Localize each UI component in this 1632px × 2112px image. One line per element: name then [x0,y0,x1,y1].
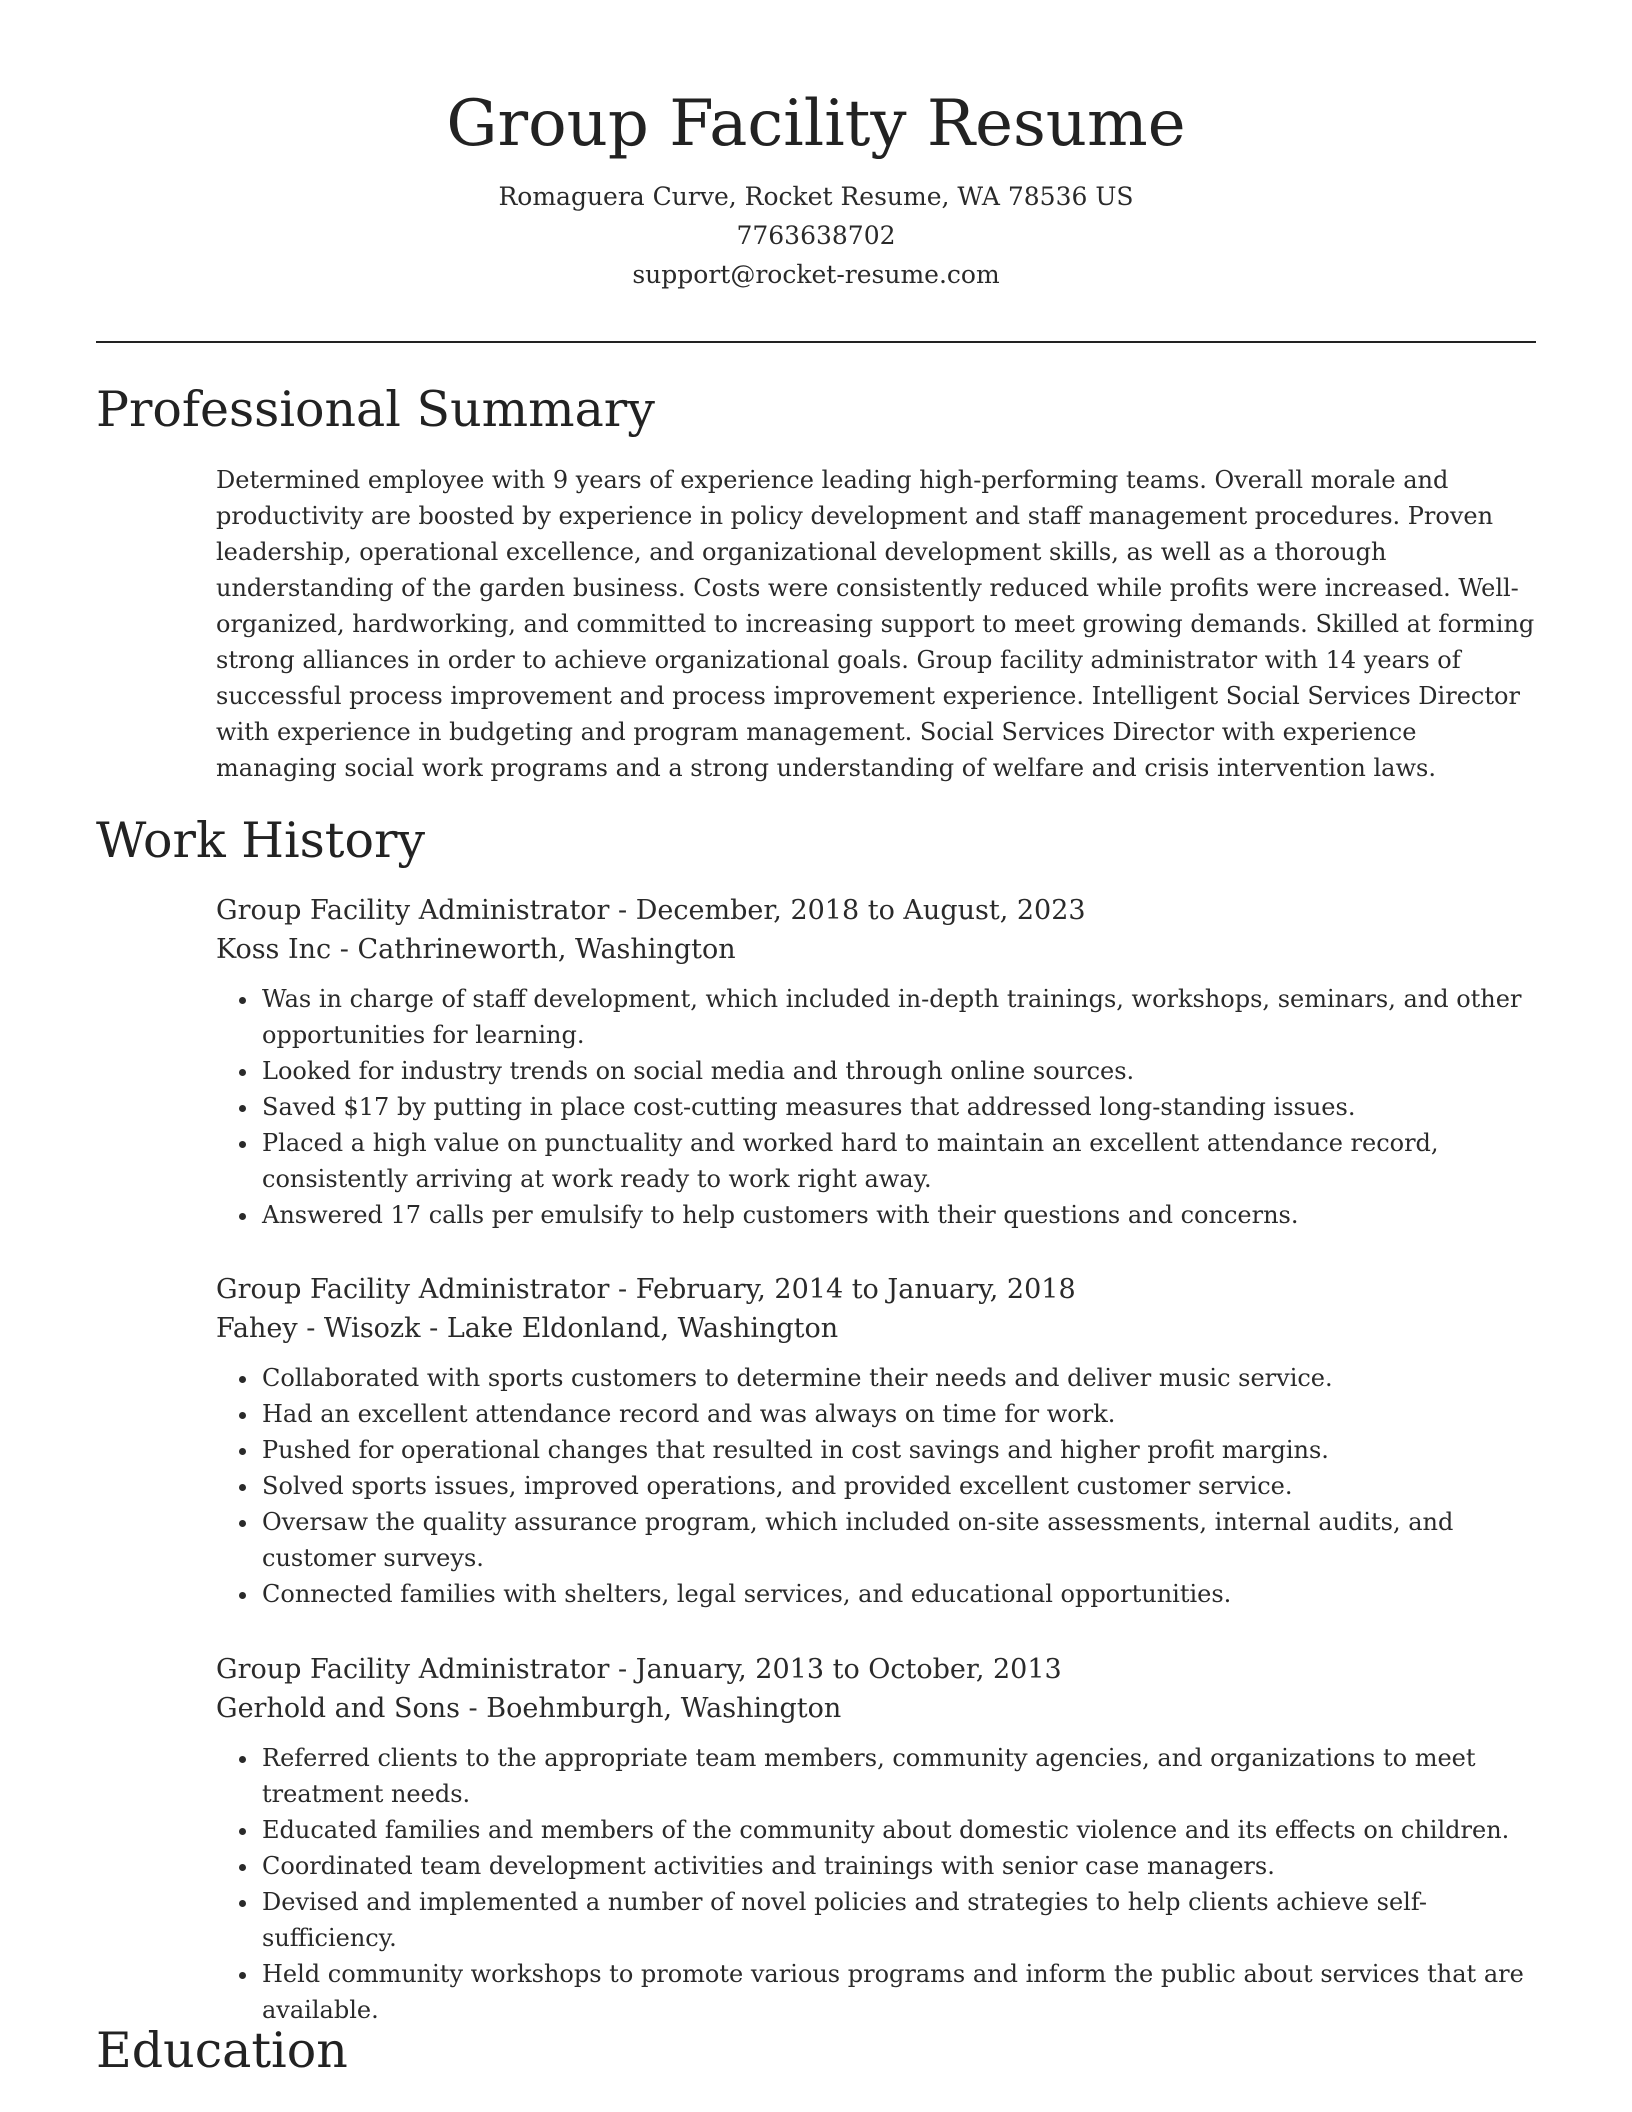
job-title-line [216,1270,1538,1309]
job-entry [216,891,1538,1233]
job-title-line [216,891,1538,930]
bullet-item: • Devised and implemented a number of novel policies and strategies to help clients achieve self-sufficiency. [260,1884,1538,1956]
contact-phone: 7763638702 [736,220,896,250]
job-entry [216,1270,1538,1612]
bullet-item: • Referred clients to the appropriate team members, community agencies, and organizations to meet treatment needs. [260,1740,1538,1812]
header-divider [96,341,1536,343]
job-entry [216,1650,1538,2028]
bullet-item: • Had an excellent attendance record and was always on time for work. [260,1396,1538,1432]
bullet-item: • Pushed for operational changes that resulted in cost savings and higher profit margins. [260,1432,1538,1468]
education-heading: Education [96,2022,348,2079]
job-dates: - February, 2014 to January, 2018 [609,1274,1076,1305]
contact-info [0,177,1632,294]
job-company-line [216,1689,1538,1728]
job-location: - Lake Eldonland, Washington [420,1313,839,1344]
bullet-item: • Saved $17 by putting in place cost-cutting measures that addressed long-standing issues. [260,1089,1538,1125]
job-location: - Boehmburgh, Washington [459,1693,842,1724]
job-company-line [216,1309,1538,1348]
job-company: Koss Inc [216,934,332,965]
bullet-item: • Answered 17 calls per emulsify to help customers with their questions and concerns. [260,1197,1538,1233]
resume-header [0,0,1632,294]
job-title: Group Facility Administrator [216,1274,610,1305]
bullet-item: • Was in charge of staff development, which included in-depth trainings, workshops, seminars, and other opportunities for learning. [260,981,1538,1053]
contact-email: support@rocket-resume.com [632,259,1000,289]
job-dates: - December, 2018 to August, 2023 [609,895,1086,926]
bullet-item: • Held community workshops to promote various programs and inform the public about services that are available. [260,1956,1538,2028]
bullet-item: • Connected families with shelters, legal services, and educational opportunities. [260,1576,1538,1612]
job-dates: - January, 2013 to October, 2013 [609,1654,1062,1685]
job-title-line [216,1650,1538,1689]
job-location: - Cathrineworth, Washington [331,934,736,965]
job-bullets [216,1740,1538,2028]
job-title: Group Facility Administrator [216,895,610,926]
summary-text: Determined employee with 9 years of experience leading high-performing teams. Overall morale and productivity are boosted by experience in policy development and staff management procedures. Proven leadership, operational excellence, and organizational development skills, as well as a thorough understanding of the garden business. Costs were consistently reduced while profits were increased. Well-organized, hardworking, and committed to increasing support to meet growing demands. Skilled at forming strong alliances in order to achieve organizational goals. Group facility administrator with 14 years of successful process improvement and process improvement experience. Intelligent Social Services Director with experience in budgeting and program management. Social Services Director with experience managing social work programs and a strong understanding of welfare and crisis intervention laws. [216,466,1535,782]
job-bullets [216,1360,1538,1612]
job-title: Group Facility Administrator [216,1654,610,1685]
bullet-item: • Looked for industry trends on social media and through online sources. [260,1053,1538,1089]
bullet-item: • Coordinated team development activities and trainings with senior case managers. [260,1848,1538,1884]
bullet-item: • Solved sports issues, improved operations, and provided excellent customer service. [260,1468,1538,1504]
job-company-line [216,930,1538,969]
job-company: Fahey - Wisozk [216,1313,421,1344]
bullet-item: • Collaborated with sports customers to determine their needs and deliver music service. [260,1360,1538,1396]
work-history-heading: Work History [96,812,426,869]
bullet-item: • Placed a high value on punctuality and worked hard to maintain an excellent attendance record, consistently arriving at work ready to work right away. [260,1125,1538,1197]
summary-heading: Professional Summary [96,381,655,438]
resume-title: Group Facility Resume [446,87,1186,161]
summary-section [216,462,1538,786]
bullet-item: • Educated families and members of the community about domestic violence and its effects on children. [260,1812,1538,1848]
job-bullets [216,981,1538,1233]
job-company: Gerhold and Sons [216,1693,460,1724]
contact-address: Romaguera Curve, Rocket Resume, WA 78536 US [498,181,1134,211]
bullet-item: • Oversaw the quality assurance program, which included on-site assessments, internal audits, and customer surveys. [260,1504,1538,1576]
